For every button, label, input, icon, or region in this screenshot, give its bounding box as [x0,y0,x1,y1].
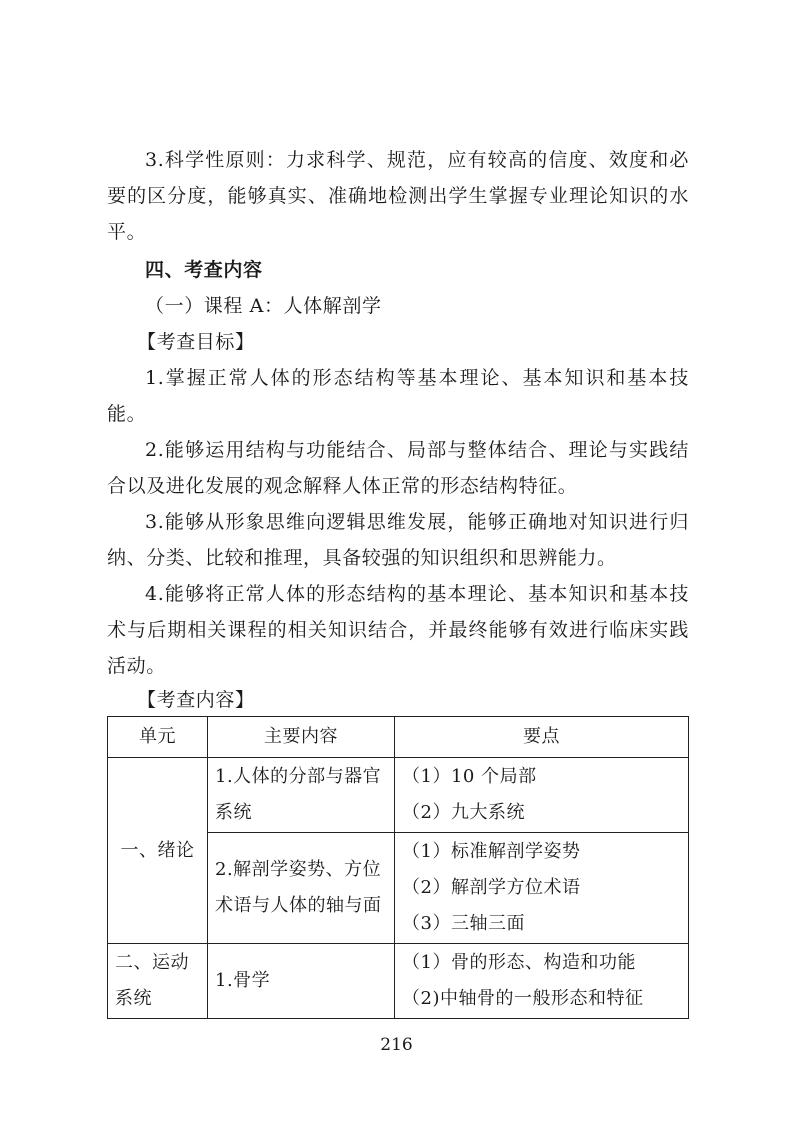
key-point: （2）九大系统 [402,802,525,823]
course-title: （一）课程 A：人体解剖学 [145,295,382,317]
key-points-cell [395,758,689,833]
header-unit: 单元 [108,717,208,758]
key-point: （3）三轴三面 [402,913,525,934]
main-content-cell: 1.骨学 [208,944,395,1019]
goal-item-4: 4.能够将正常人体的形态结构的基本理论、基本知识和基本技术与后期相关课程的相关知识结合，并最终能够有效进行临床实践活动。 [107,583,689,677]
key-point: （2)中轴骨的一般形态和特征 [402,988,644,1009]
unit-cell: 二、运动系统 [108,944,208,1019]
content-table [107,716,689,1019]
goal-item-1: 1.掌握正常人体的形态结构等基本理论、基本知识和基本技能。 [107,367,689,425]
key-point: （1）10 个局部 [402,766,537,787]
key-points-cell [395,833,689,944]
header-key-points: 要点 [395,717,689,758]
goal-item-2: 2.能够运用结构与功能结合、局部与整体结合、理论与实践结合以及进化发展的观念解释人体正常的形态结构特征。 [107,439,689,497]
table-row [108,944,689,1019]
goal-item-3: 3.能够从形象思维向逻辑思维发展，能够正确地对知识进行归纳、分类、比较和推理，具备较强的知识组织和思辨能力。 [107,511,689,569]
table-header-row [108,717,689,758]
table-row [108,758,689,833]
key-point: （1）骨的形态、构造和功能 [402,952,636,973]
main-content-cell: 2.解剖学姿势、方位术语与人体的轴与面 [208,833,395,944]
paragraph-scientific-principle: 3.科学性原则：力求科学、规范，应有较高的信度、效度和必要的区分度，能够真实、准确地检测出学生掌握专业理论知识的水平。 [107,149,689,243]
key-points-cell [395,944,689,1019]
unit-cell: 一、绪论 [108,758,208,944]
key-point: （1）标准解剖学姿势 [402,841,581,862]
goal-label: 【考查目标】 [137,331,255,353]
section-heading: 四、考查内容 [145,259,263,281]
content-label: 【考查内容】 [137,689,255,711]
header-main-content: 主要内容 [208,717,395,758]
main-content-cell: 1.人体的分部与器官系统 [208,758,395,833]
key-point: （2）解剖学方位术语 [402,877,581,898]
page-number: 216 [380,1035,413,1055]
